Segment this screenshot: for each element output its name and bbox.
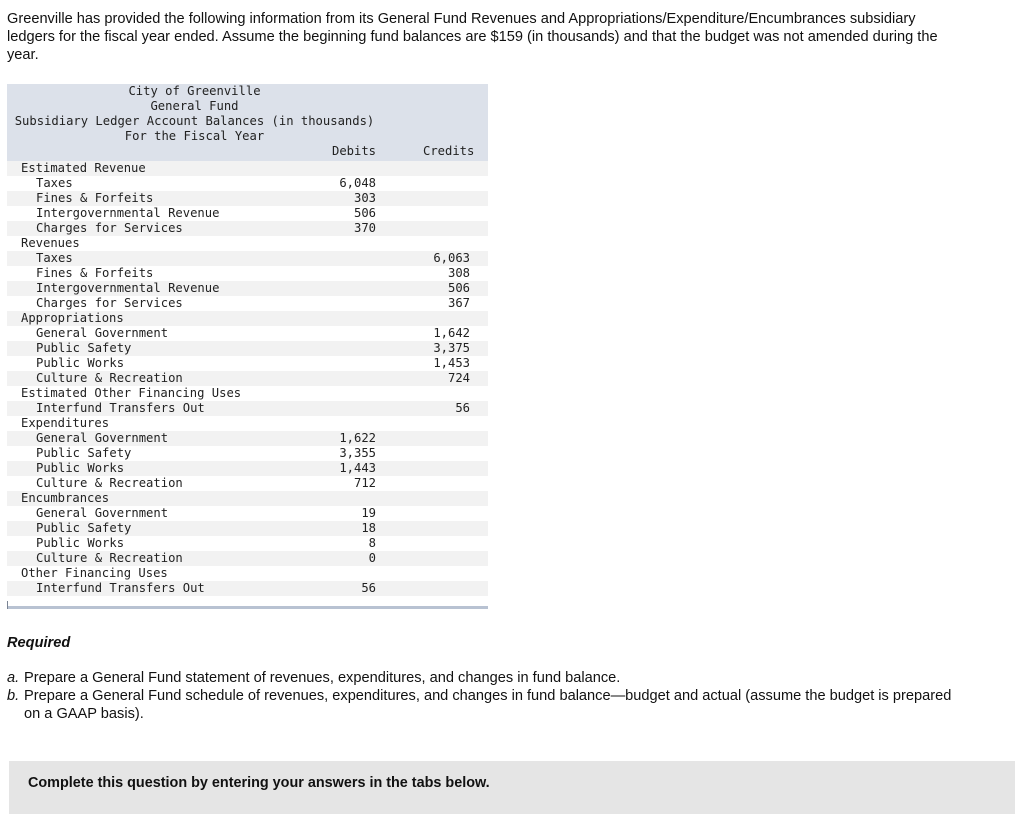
ledger-row-debit: 712 — [353, 476, 376, 490]
ledger-row-credit: 6,063 — [433, 251, 470, 265]
ledger-row-label: Estimated Revenue — [21, 161, 146, 175]
ledger-row — [7, 536, 488, 551]
ledger-row-credit: 1,642 — [433, 326, 470, 340]
ledger-row — [7, 191, 488, 206]
ledger-row-label: Estimated Other Financing Uses — [21, 386, 242, 400]
ledger-row-label: Culture & Recreation — [36, 476, 183, 490]
task-a — [7, 669, 957, 687]
ledger-row-debit: 506 — [353, 206, 376, 220]
ledger-row-debit: 18 — [361, 521, 376, 535]
ledger-row-label: Other Financing Uses — [21, 566, 168, 580]
ledger-row — [7, 371, 488, 386]
ledger-row-debit: 3,355 — [339, 446, 376, 460]
ledger-row — [7, 566, 488, 581]
ledger-row-label: Fines & Forfeits — [36, 191, 154, 205]
ledger-row-debit: 8 — [368, 536, 376, 550]
problem-intro: Greenville has provided the following information from its General Fund Revenues and Appropriations/Expenditure/Encumbrances subsidiary ledgers for the fiscal year ended. Assume the beginning fund balances are $159 (in thousands) and that the budget was not amended during the year. — [7, 11, 938, 63]
ledger-rows — [7, 161, 488, 596]
ledger-row — [7, 341, 488, 356]
ledger-row-debit: 370 — [353, 221, 376, 235]
debits-column-header: Debits — [332, 144, 377, 158]
ledger-row — [7, 551, 488, 566]
ledger-row-label: Taxes — [36, 251, 73, 265]
ledger-row — [7, 176, 488, 191]
ledger-row-label: Revenues — [21, 236, 80, 250]
ledger-row — [7, 266, 488, 281]
ledger-row — [7, 446, 488, 461]
ledger-row-label: Intergovernmental Revenue — [36, 281, 220, 295]
ledger-title-subsidiary: Subsidiary Ledger Account Balances (in thousands) — [14, 114, 375, 128]
ledger-row-label: Appropriations — [21, 311, 124, 325]
ledger-row-debit: 6,048 — [339, 176, 376, 190]
ledger-row-label: Public Safety — [36, 446, 132, 460]
ledger-row — [7, 221, 488, 236]
required-heading: Required — [7, 635, 71, 651]
ledger-row-label: Culture & Recreation — [36, 371, 183, 385]
ledger-title-fund: General Fund — [150, 99, 239, 113]
ledger-row-debit: 1,622 — [339, 431, 376, 445]
ledger-row — [7, 521, 488, 536]
credits-column-header: Credits — [423, 144, 475, 158]
ledger-row-debit: 1,443 — [339, 461, 376, 475]
ledger-row-credit: 3,375 — [433, 341, 470, 355]
ledger-row — [7, 476, 488, 491]
ledger-row-label: Expenditures — [21, 416, 110, 430]
ledger-row-debit: 56 — [361, 581, 376, 595]
ledger-table — [7, 84, 488, 609]
ledger-row-label: General Government — [36, 506, 169, 520]
ledger-row-credit: 56 — [455, 401, 470, 415]
ledger-row-credit: 367 — [447, 296, 470, 310]
ledger-row — [7, 356, 488, 371]
ledger-row-credit: 724 — [447, 371, 470, 385]
task-b-text: Prepare a General Fund schedule of revenues, expenditures, and changes in fund balance—budget and actual (assume the budget is prepared on a GAAP basis). — [24, 688, 952, 722]
ledger-row-label: Charges for Services — [36, 296, 183, 310]
ledger-row-label: Fines & Forfeits — [36, 266, 154, 280]
ledger-row — [7, 161, 488, 176]
ledger-row — [7, 386, 488, 401]
ledger-row-label: Taxes — [36, 176, 73, 190]
ledger-row-debit: 303 — [353, 191, 376, 205]
ledger-row — [7, 506, 488, 521]
instructions-banner-text: Complete this question by entering your answers in the tabs below. — [28, 775, 490, 791]
task-b — [7, 687, 957, 723]
ledger-row — [7, 431, 488, 446]
ledger-title-period: For the Fiscal Year — [124, 129, 265, 143]
ledger-row-debit: 0 — [368, 551, 376, 565]
ledger-header — [7, 84, 488, 161]
ledger-row — [7, 281, 488, 296]
ledger-row — [7, 416, 488, 431]
ledger-row — [7, 296, 488, 311]
task-a-text: Prepare a General Fund statement of revenues, expenditures, and changes in fund balance. — [24, 670, 621, 686]
ledger-row — [7, 251, 488, 266]
ledger-row — [7, 491, 488, 506]
ledger-row-label: Public Works — [36, 356, 125, 370]
task-b-marker: b. — [7, 688, 20, 704]
ledger-row — [7, 236, 488, 251]
ledger-row — [7, 311, 488, 326]
ledger-row-label: Interfund Transfers Out — [36, 581, 205, 595]
ledger-row-label: Public Works — [36, 461, 125, 475]
ledger-row — [7, 401, 488, 416]
ledger-row — [7, 206, 488, 221]
ledger-row-label: Charges for Services — [36, 221, 183, 235]
ledger-row — [7, 326, 488, 341]
task-a-marker: a. — [7, 670, 20, 686]
ledger-row-credit: 308 — [447, 266, 470, 280]
ledger-row-label: Intergovernmental Revenue — [36, 206, 220, 220]
ledger-row-label: Interfund Transfers Out — [36, 401, 205, 415]
ledger-row-label: Culture & Recreation — [36, 551, 183, 565]
ledger-row — [7, 461, 488, 476]
ledger-bottom-border — [7, 606, 488, 609]
ledger-row-label: Public Safety — [36, 341, 132, 355]
instructions-banner — [9, 761, 1015, 814]
ledger-title-city: City of Greenville — [128, 84, 261, 98]
ledger-row-debit: 19 — [361, 506, 376, 520]
ledger-row-label: General Government — [36, 326, 169, 340]
ledger-row-label: General Government — [36, 431, 169, 445]
ledger-row-credit: 1,453 — [433, 356, 470, 370]
ledger-row-credit: 506 — [447, 281, 470, 295]
ledger-row-label: Public Works — [36, 536, 125, 550]
ledger-row-label: Encumbrances — [21, 491, 110, 505]
ledger-row — [7, 581, 488, 596]
ledger-row-label: Public Safety — [36, 521, 132, 535]
ledger-bottom-tick — [7, 601, 8, 609]
